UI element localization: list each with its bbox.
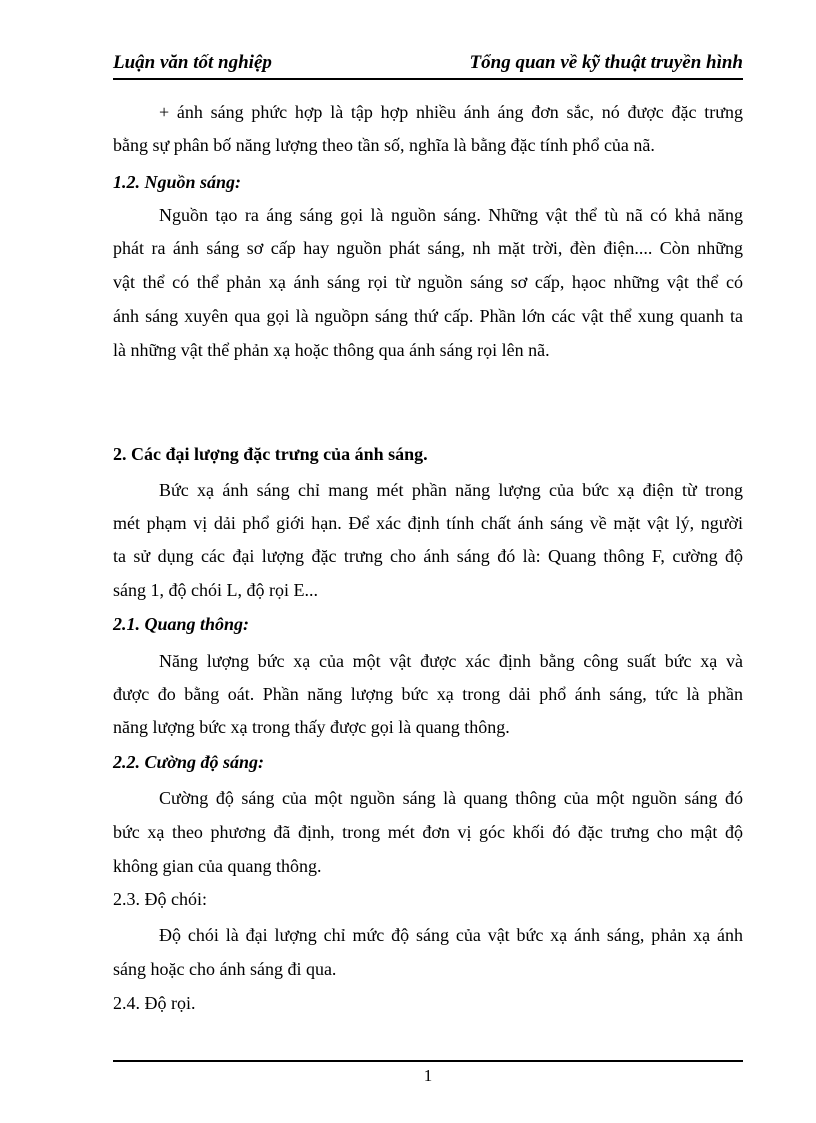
paragraph-line: không gian của quang thông. [113,856,322,876]
section-heading: 2.3. Độ chói: [113,889,207,909]
section-heading: 2.4. Độ rọi. [113,993,196,1013]
section-heading: 2.1. Quang thông: [113,614,250,634]
section-heading: 2.2. Cường độ sáng: [113,752,264,772]
paragraph-line: sáng hoặc cho ánh sáng đi qua. [113,959,337,979]
header-thesis-label: Luận văn tốt nghiệp [113,52,272,73]
paragraph-line: Năng lượng bức xạ của một vật được xác định bằng công suất bức xạ và [159,651,743,671]
paragraph-line: ta sử dụng các đại lượng đặc trưng cho ánh sáng đó là: Quang thông F, cường độ [113,546,743,566]
paragraph-line: sáng 1, độ chói L, độ rọi E... [113,580,318,600]
paragraph-line: vật thể có thể phản xạ ánh sáng rọi từ nguồn sáng sơ cấp, hạoc những vật thể có [113,272,743,292]
paragraph-line: bằng sự phân bố năng lượng theo tần số, nghĩa là bằng đặc tính phổ của nã. [113,135,655,155]
paragraph-line: năng lượng bức xạ trong thấy được gọi là quang thông. [113,717,510,737]
page-footer [113,1060,743,1102]
paragraph-line: Nguồn tạo ra áng sáng gọi là nguồn sáng. Những vật thể tù nã có khả năng [159,205,743,225]
paragraph-line: Bức xạ ánh sáng chỉ mang mét phần năng lượng của bức xạ điện từ trong [159,480,743,500]
page-header [113,50,743,80]
header-chapter-title: Tổng quan về kỹ thuật truyền hình [469,52,743,73]
paragraph-line: mét phạm vị dải phổ giới hạn. Để xác định tính chất ánh sáng về mặt vật lý, người [113,513,743,533]
paragraph-line: bức xạ theo phương đã định, trong mét đơn vị góc khối đó đặc trưng cho mật độ [113,822,743,842]
paragraph-line: là những vật thể phản xạ hoặc thông qua ánh sáng rọi lên nã. [113,340,550,360]
paragraph-line: phát ra ánh sáng sơ cấp hay nguồn phát sáng, nh mặt trời, đèn điện.... Còn những [113,238,743,258]
chapter-heading: 2. Các đại lượng đặc trưng của ánh sáng. [113,444,428,464]
section-heading: 1.2. Nguồn sáng: [113,172,242,192]
paragraph-line: + ánh sáng phức hợp là tập hợp nhiều ánh áng đơn sắc, nó được đặc trưng [159,102,743,122]
paragraph-line: Độ chói là đại lượng chỉ mức độ sáng của vật bức xạ ánh sáng, phản xạ ánh [159,925,743,945]
page-number: 1 [423,1066,433,1085]
paragraph-line: được đo bằng oát. Phần năng lượng bức xạ trong dải phổ ánh sáng, tức là phần [113,684,743,704]
paragraph-line: Cường độ sáng của một nguồn sáng là quang thông của một nguồn sáng đó [159,788,743,808]
paragraph-line: ánh sáng xuyên qua gọi là nguồpn sáng thứ cấp. Phần lớn các vật thể xung quanh ta [113,306,743,326]
